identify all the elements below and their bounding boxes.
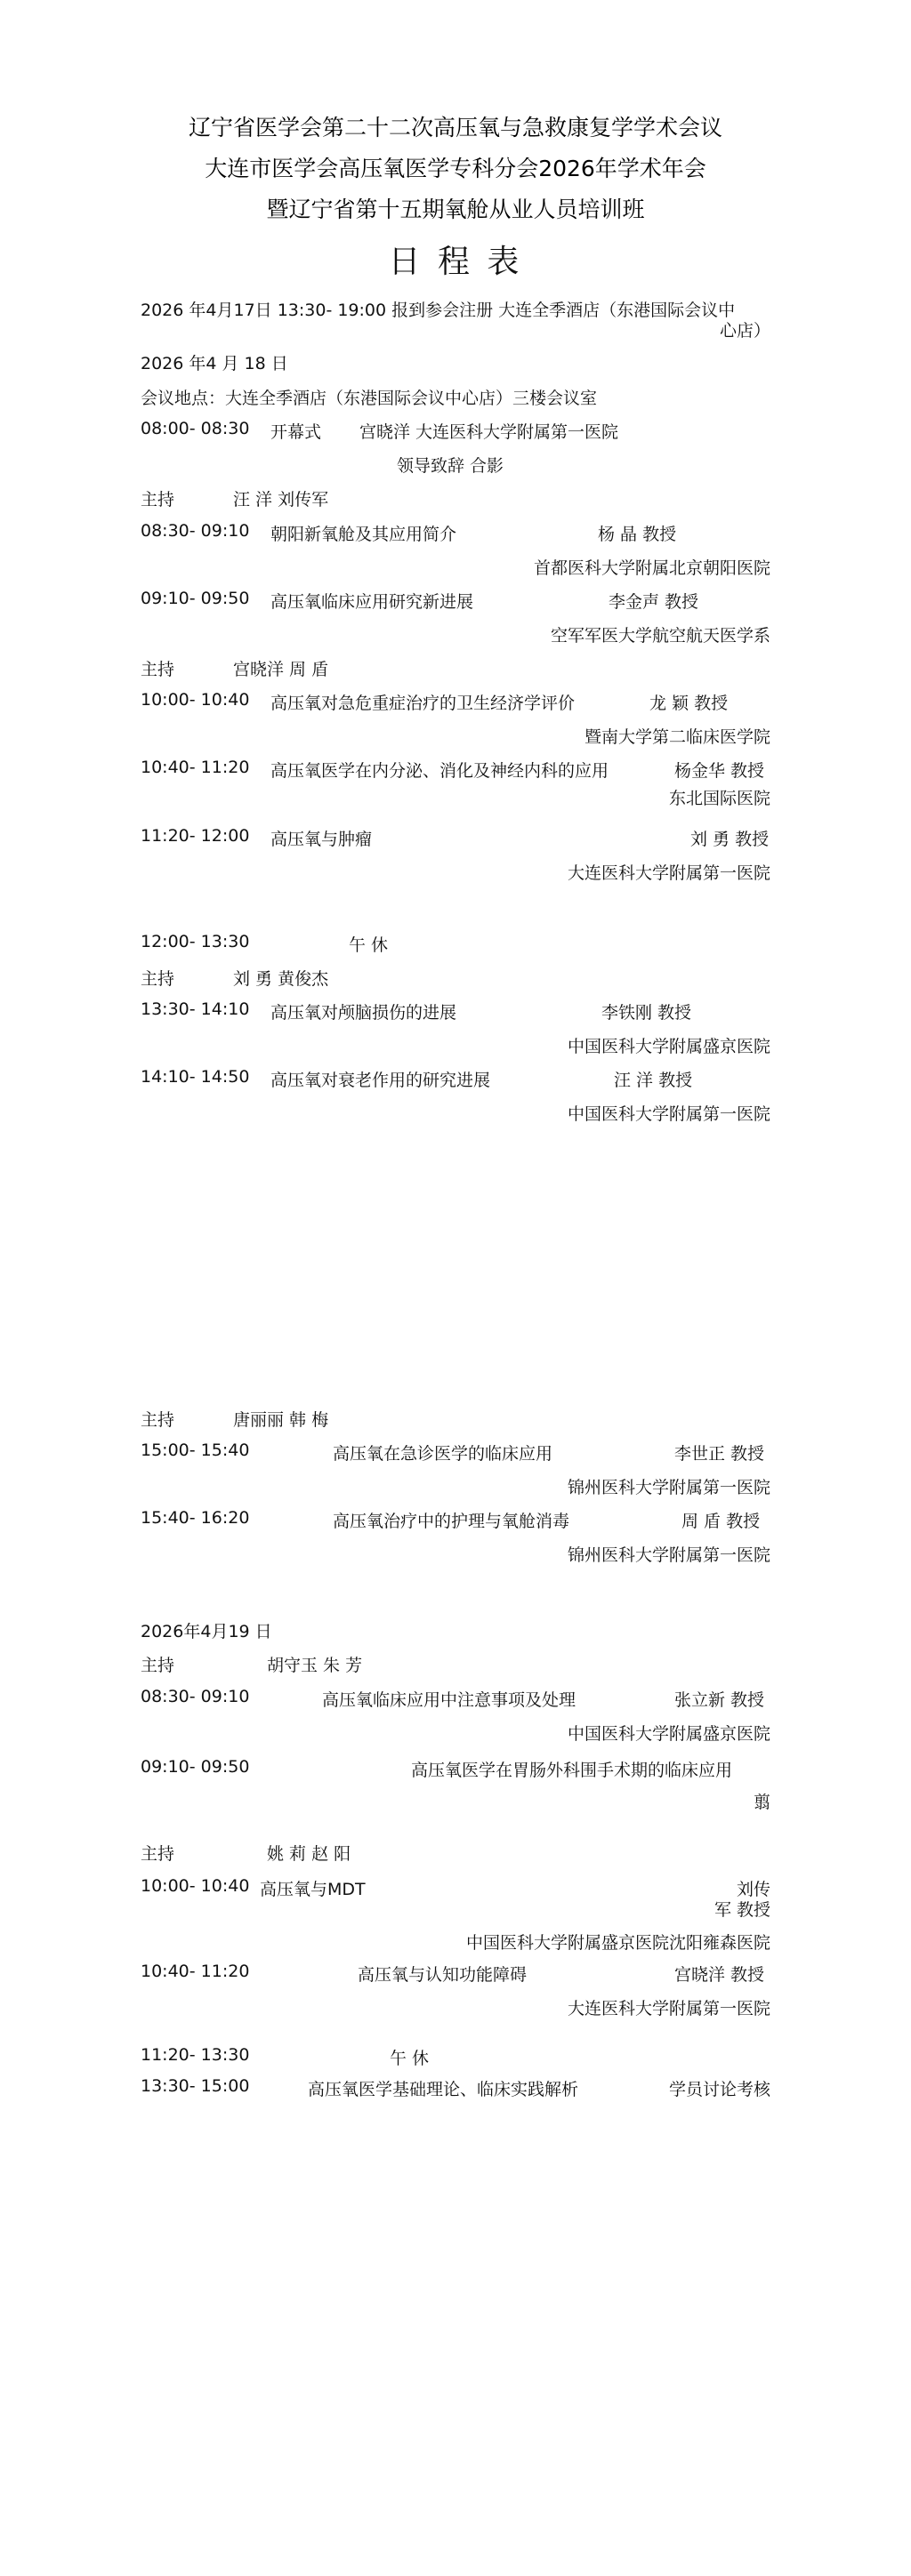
session-topic: 高压氧医学在胃肠外科围手术期的临床应用: [411, 1761, 733, 1780]
session-topic: 高压氧对衰老作用的研究进展: [270, 1071, 491, 1090]
session-topic: 高压氧治疗中的护理与氧舱消毒: [333, 1512, 570, 1531]
session-speaker: 刘 勇 教授: [690, 830, 770, 849]
session-speaker: 杨 晶 教授: [598, 525, 677, 544]
opening-speaker: 宫晓洋 大连医科大学附属第一医院: [359, 422, 619, 442]
day2-venue: 会议地点：大连全季酒店（东港国际会议中心店）三楼会议室: [141, 389, 598, 408]
session-speaker: 汪 洋 教授: [614, 1071, 693, 1090]
session-topic: 高压氧医学基础理论、临床实践解析: [308, 2080, 579, 2099]
session-speaker: 杨金华 教授: [674, 761, 765, 781]
session-topic: 高压氧临床应用中注意事项及处理: [322, 1690, 576, 1710]
session-topic: 高压氧对急危重症治疗的卫生经济学评价: [270, 694, 576, 713]
session-topic: 高压氧在急诊医学的临床应用: [333, 1444, 553, 1464]
session-speaker: 宫晓洋 教授: [674, 1965, 765, 1985]
title-line-3: 暨辽宁省第十五期氧舱从业人员培训班: [266, 197, 645, 222]
host-label: 主持: [141, 1410, 175, 1430]
session-speaker: 龙 颖 教授: [649, 694, 729, 713]
session-org: 空军军医大学航空航天医学系: [550, 626, 770, 646]
session-topic: 高压氧与认知功能障碍: [358, 1965, 528, 1985]
session-org: 锦州医科大学附属第一医院: [567, 1478, 770, 1497]
session-org: 中国医科大学附属盛京医院沈阳雍森医院: [465, 1933, 770, 1953]
session-time: 15:40- 16:20: [141, 1508, 250, 1528]
session-speaker: 李铁刚 教授: [601, 1003, 692, 1023]
day1-registration: 2026 年4月17日 13:30- 19:00 报到参会注册 大连全季酒店（东港国际会议中: [141, 301, 736, 320]
session-org: 锦州医科大学附属第一医院: [567, 1545, 770, 1565]
day3-date: 2026年4月19 日: [141, 1622, 272, 1641]
session-time: 09:10- 09:50: [141, 589, 250, 608]
schedule-title: 日 程 表: [388, 244, 523, 280]
host-names: 汪 洋 刘传军: [233, 490, 329, 510]
session-speaker: 张立新 教授: [674, 1690, 765, 1710]
session-topic: 高压氧临床应用研究新进展: [270, 592, 474, 612]
session-topic: 高压氧与肿瘤: [270, 830, 373, 849]
host-label: 主持: [141, 1844, 175, 1864]
session-org: 大连医科大学附属第一医院: [567, 1999, 770, 2018]
session-org: 暨南大学第二临床医学院: [584, 727, 770, 747]
session-org: 中国医科大学附属盛京医院: [567, 1037, 770, 1056]
session-speaker-line2: 军 教授: [713, 1900, 770, 1920]
session-time: 10:40- 11:20: [141, 758, 250, 777]
host-names: 刘 勇 黄俊杰: [233, 969, 329, 989]
session-time: 13:30- 14:10: [141, 999, 250, 1019]
host-names: 宫晓洋 周 盾: [233, 660, 329, 679]
session-time: 10:00- 10:40: [141, 690, 250, 710]
session-time: 11:20- 12:00: [141, 826, 250, 846]
session-time: 09:10- 09:50: [141, 1757, 250, 1777]
session-org: 中国医科大学附属盛京医院: [567, 1724, 770, 1744]
session-org: 首都医科大学附属北京朝阳医院: [533, 558, 770, 578]
session-topic: 朝阳新氧舱及其应用简介: [270, 525, 457, 544]
opening-note: 领导致辞 合影: [397, 456, 504, 476]
session-org: 大连医科大学附属第一医院: [567, 863, 770, 883]
host-label: 主持: [141, 969, 175, 989]
host-label: 主持: [141, 660, 175, 679]
session-time: 10:00- 10:40: [141, 1876, 250, 1896]
session-time: 08:30- 09:10: [141, 1687, 250, 1706]
session-speaker: 李世正 教授: [674, 1444, 765, 1464]
title-line-1: 辽宁省医学会第二十二次高压氧与急救康复学学术会议: [188, 115, 722, 140]
day2-date: 2026 年4 月 18 日: [141, 354, 288, 373]
break-time: 12:00- 13:30: [141, 932, 250, 951]
session-note: 学员讨论考核: [668, 2080, 770, 2099]
opening-title: 开幕式: [270, 422, 322, 442]
session-time: 13:30- 15:00: [141, 2076, 250, 2096]
session-speaker: 周 盾 教授: [681, 1512, 761, 1531]
title-line-2: 大连市医学会高压氧医学专科分会2026年学术年会: [205, 156, 706, 181]
day1-registration-cont: 心店）: [719, 321, 770, 341]
host-names: 姚 莉 赵 阳: [267, 1844, 351, 1864]
session-time: 08:30- 09:10: [141, 521, 250, 541]
session-org: 中国医科大学附属第一医院: [567, 1104, 770, 1124]
session-org: 东北国际医院: [668, 789, 770, 808]
session-org: 翦: [753, 1793, 770, 1812]
host-names: 胡守玉 朱 芳: [267, 1656, 363, 1675]
session-speaker-line1: 刘传: [736, 1880, 770, 1899]
session-topic: 高压氧与MDT: [260, 1880, 366, 1899]
host-names: 唐丽丽 韩 梅: [233, 1410, 329, 1430]
session-time: 15:00- 15:40: [141, 1440, 250, 1460]
host-label: 主持: [141, 1656, 175, 1675]
break-time: 11:20- 13:30: [141, 2045, 250, 2065]
session-time: 10:40- 11:20: [141, 1962, 250, 1981]
opening-time: 08:00- 08:30: [141, 419, 250, 438]
session-time: 14:10- 14:50: [141, 1067, 250, 1087]
session-speaker: 李金声 教授: [609, 592, 699, 612]
session-topic: 高压氧医学在内分泌、消化及神经内科的应用: [270, 761, 609, 781]
host-label: 主持: [141, 490, 175, 510]
session-topic: 高压氧对颅脑损伤的进展: [270, 1003, 457, 1023]
break-label: 午 休: [390, 2049, 430, 2068]
break-label: 午 休: [349, 935, 389, 955]
